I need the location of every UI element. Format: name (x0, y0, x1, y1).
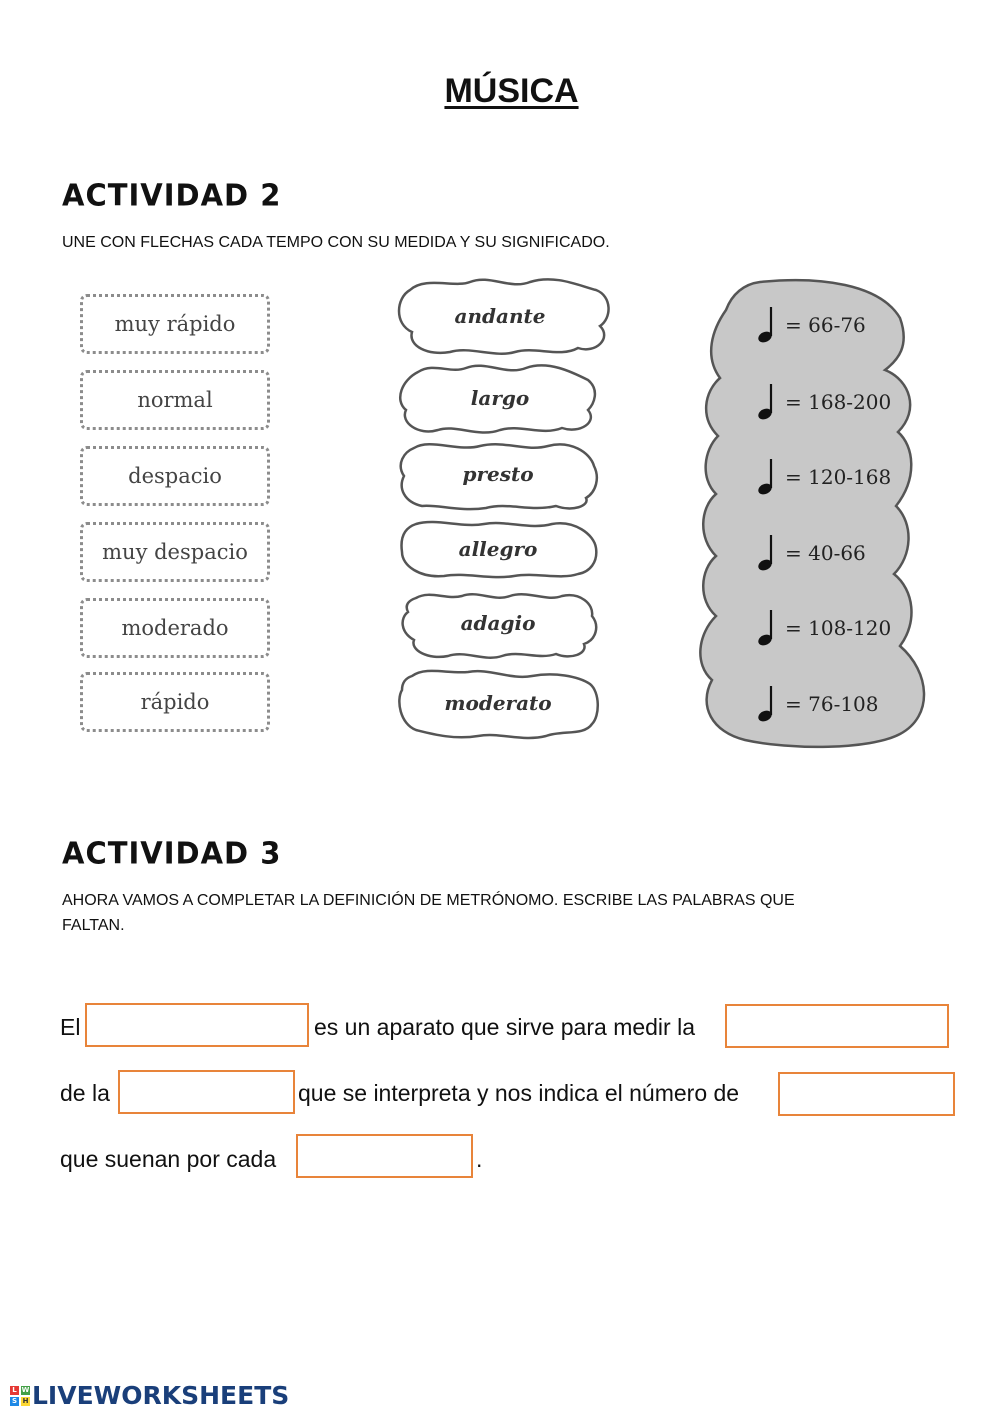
blank-input-3[interactable] (118, 1070, 295, 1114)
quarter-note-icon (755, 684, 777, 724)
measure-value: = 120-168 (785, 465, 892, 489)
measure-item[interactable] (755, 382, 945, 422)
tempo-label[interactable]: allegro (458, 537, 538, 561)
logo-letter: S (11, 1396, 18, 1405)
measure-item[interactable] (755, 457, 945, 497)
measure-item[interactable] (755, 608, 945, 648)
sentence-line-1-start: El (60, 1014, 81, 1040)
meaning-box[interactable]: moderado (80, 598, 270, 658)
activity-3-instruction: AHORA VAMOS A COMPLETAR LA DEFINICIÓN DE METRÓNOMO. ESCRIBE LAS PALABRAS QUE FALTAN. (62, 892, 795, 934)
logo-letter: H (22, 1396, 29, 1405)
sentence-line-2-middle: que se interpreta y nos indica el número de (298, 1080, 740, 1106)
page-title: MÚSICA (444, 72, 579, 110)
measure-value: = 168-200 (785, 390, 892, 414)
logo-letter: W (21, 1385, 30, 1394)
tempo-label[interactable]: andante (454, 304, 546, 328)
tempo-label[interactable]: presto (462, 462, 534, 486)
measures-cloud (700, 280, 924, 747)
quarter-note-icon (755, 305, 777, 345)
footer-brand[interactable] (10, 1381, 289, 1410)
measure-value: = 108-120 (785, 616, 892, 640)
blank-input-5[interactable] (296, 1134, 473, 1178)
quarter-note-icon (755, 382, 777, 422)
brand-name: LIVEWORKSHEETS (32, 1381, 290, 1410)
meaning-box[interactable]: rápido (80, 672, 270, 732)
meaning-box[interactable]: muy despacio (80, 522, 270, 582)
blank-input-2[interactable] (725, 1004, 949, 1048)
sentence-end-period: . (476, 1146, 483, 1172)
tempo-label[interactable]: largo (470, 386, 530, 410)
measure-item[interactable] (755, 684, 945, 724)
sentence-line-2-start: de la (60, 1080, 110, 1106)
measure-value: = 66-76 (785, 313, 866, 337)
quarter-note-icon (755, 533, 777, 573)
activity-2-instruction: UNE CON FLECHAS CADA TEMPO CON SU MEDIDA Y SU SIGNIFICADO. (62, 234, 610, 251)
sentence-line-3-start: que suenan por cada (60, 1146, 277, 1172)
measure-item[interactable] (755, 305, 945, 345)
measure-item[interactable] (755, 533, 945, 573)
liveworksheets-logo-icon (10, 1386, 30, 1406)
meaning-box[interactable]: muy rápido (80, 294, 270, 354)
quarter-note-icon (755, 608, 777, 648)
activity-2-heading: ACTIVIDAD 2 (62, 177, 282, 213)
logo-letter: L (10, 1386, 19, 1395)
meaning-box[interactable]: normal (80, 370, 270, 430)
tempo-label[interactable]: moderato (444, 691, 552, 715)
meaning-box[interactable]: despacio (80, 446, 270, 506)
activity-3-heading: ACTIVIDAD 3 (62, 835, 282, 871)
blank-input-4[interactable] (778, 1072, 955, 1116)
blank-input-1[interactable] (85, 1003, 309, 1047)
measure-value: = 40-66 (785, 541, 866, 565)
tempo-label[interactable]: adagio (460, 611, 536, 635)
sentence-line-1-middle: es un aparato que sirve para medir la (314, 1014, 695, 1040)
quarter-note-icon (755, 457, 777, 497)
measure-value: = 76-108 (785, 692, 879, 716)
